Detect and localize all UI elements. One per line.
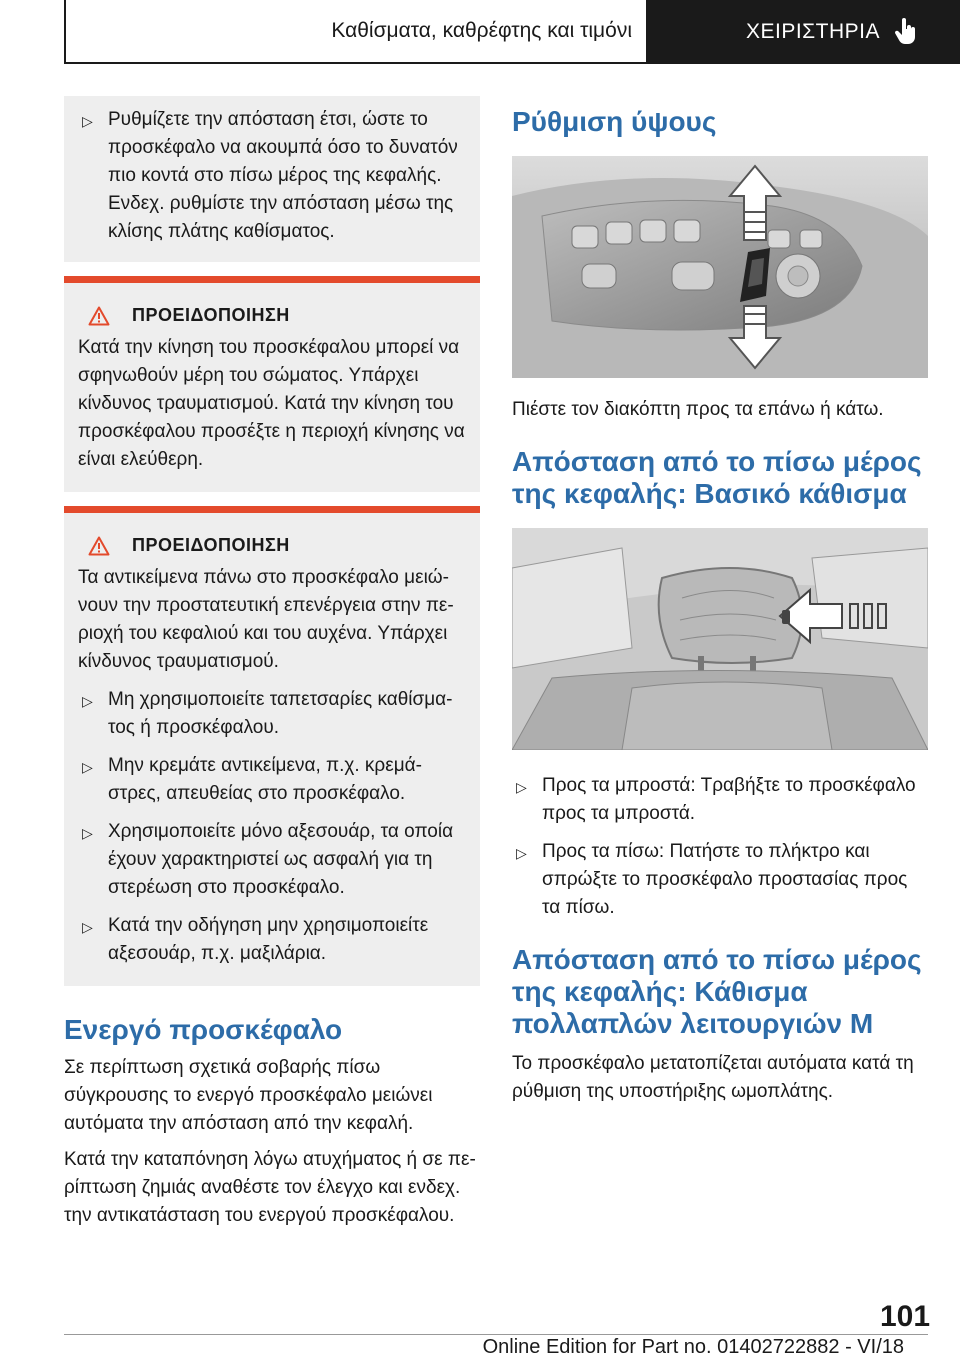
bullet-text: Προς τα πίσω: Πατήστε το πλήκτρο και σπρώξτε το προσκέφαλο προστασίας προς τα πίσω. xyxy=(542,841,908,918)
active-paragraph-2: Κατά την καταπόνηση λόγω ατυχήματος ή σε περίπτωση ζημιάς αναθέστε τον έλεγχο και ενδεχ. την αντικατάσταση του ενεργού προσκέφαλου. xyxy=(64,1149,476,1226)
bullet-text: Ρυθμίζετε την απόσταση έτσι, ώστε το προσκέφαλο να ακουμπά όσο το δυνατόν πιο κοντά στο πίσω μέρος της κεφαλής. Ενδεχ. ρυθμίστε την απόσταση μέσω της κλίσης πλάτης καθίσματος. xyxy=(108,109,458,242)
height-heading: Ρύθμιση ύψους xyxy=(512,106,717,137)
bullet-text: Προς τα μπροστά: Τραβήξτε το προσκέφαλο προς τα μπροστά. xyxy=(542,775,916,824)
header-section-title xyxy=(64,0,648,64)
page-number: 101 xyxy=(880,1300,931,1333)
triangle-bullet-icon: ▷ xyxy=(82,919,93,935)
bullet-text: Κατά την οδήγηση μην χρησιμοποιείτε αξεσουάρ, π.χ. μαξιλάρια. xyxy=(108,915,429,964)
section-title-text: Καθίσματα, καθρέφτης και τιμόνι xyxy=(331,19,632,42)
footer-divider xyxy=(64,1334,928,1335)
right-column xyxy=(512,96,928,1114)
seat-switch-photo xyxy=(512,156,928,378)
active-headrest-heading: Ενεργό προσκέφαλο xyxy=(64,1014,343,1045)
active-paragraph-1: Σε περίπτωση σχετικά σοβαρής πίσω σύγκρουσης το ενεργό προσκέφαλο μειώνει αυτόματα την απόσταση από την κεφαλή. xyxy=(64,1057,433,1134)
triangle-bullet-icon: ▷ xyxy=(516,779,527,795)
warning-title xyxy=(78,305,466,326)
warning-text: Τα αντικείμενα πάνω στο προσκέφαλο μειώνουν την προστατευτική επενέργεια στην περιοχή του κεφαλιού και του αυχένα. Υπάρχει κίνδυνος τραυματισμού. xyxy=(78,567,454,672)
headrest-photo xyxy=(512,528,928,750)
left-column xyxy=(64,96,480,1238)
warning-title-text: ΠΡΟΕΙΔΟΠΟΙΗΣΗ xyxy=(132,305,290,325)
intro-box xyxy=(64,96,480,262)
warning-triangle-icon xyxy=(88,306,110,326)
footer-edition: Online Edition for Part no. 01402722882 - VI/18 xyxy=(482,1336,904,1358)
seat-switch-illustration xyxy=(512,156,928,378)
list-item xyxy=(512,838,928,922)
multifunction-text: Το προσκέφαλο μετατοπίζεται αυτόματα κατά τη ρύθμιση της υποστήριξης ωμοπλάτης. xyxy=(512,1053,914,1102)
warning-box-2 xyxy=(64,506,480,986)
triangle-bullet-icon: ▷ xyxy=(516,845,527,861)
height-caption: Πιέστε τον διακόπτη προς τα επάνω ή κάτω. xyxy=(512,399,884,420)
basic-seat-list xyxy=(512,772,928,922)
headrest-illustration xyxy=(512,528,928,750)
triangle-bullet-icon: ▷ xyxy=(82,825,93,841)
warning-title-text: ΠΡΟΕΙΔΟΠΟΙΗΣΗ xyxy=(132,535,290,555)
warning-title xyxy=(78,535,466,556)
warning-text: Κατά την κίνηση του προσκέφαλου μπορεί να σφηνωθούν μέρη του σώματος. Υπάρχει κίνδυνος τραυματισμού. Κατά την κίνηση του προσκέφαλου προσέξτε η περιοχή κίνησης να είναι ελεύθερη. xyxy=(78,337,465,470)
hand-pointer-icon xyxy=(894,18,918,46)
triangle-bullet-icon: ▷ xyxy=(82,759,93,775)
bullet-text: Μη χρησιμοποιείτε ταπετσαρίες καθίσματος ή προσκέφαλου. xyxy=(108,689,453,738)
triangle-bullet-icon: ▷ xyxy=(82,113,93,129)
list-item xyxy=(512,772,928,828)
triangle-bullet-icon: ▷ xyxy=(82,693,93,709)
list-item xyxy=(78,106,466,246)
basic-seat-heading: Απόσταση από το πίσω μέρος της κεφαλής: Βασικό κάθισμα xyxy=(512,446,922,509)
bullet-text: Χρησιμοποιείτε μόνο αξεσουάρ, τα οποία έχουν χαρακτηριστεί ως ασφαλή για τη στερέωση στο προσκέφαλο. xyxy=(108,821,454,898)
list-item xyxy=(78,912,466,968)
header-chapter-tab xyxy=(648,0,960,64)
bullet-text: Μην κρεμάτε αντικείμενα, π.χ. κρεμάστρες, απευθείας στο προσκέφαλο. xyxy=(108,755,422,804)
warning-box-1 xyxy=(64,276,480,492)
chapter-title-text: ΧΕΙΡΙΣΤΗΡΙΑ xyxy=(745,20,880,43)
list-item xyxy=(78,818,466,902)
warning-triangle-icon xyxy=(88,536,110,556)
multifunction-seat-heading: Απόσταση από το πίσω μέρος της κεφαλής: Κάθισμα πολλαπλών λειτουργιών M xyxy=(512,944,922,1039)
list-item xyxy=(78,752,466,808)
list-item xyxy=(78,686,466,742)
